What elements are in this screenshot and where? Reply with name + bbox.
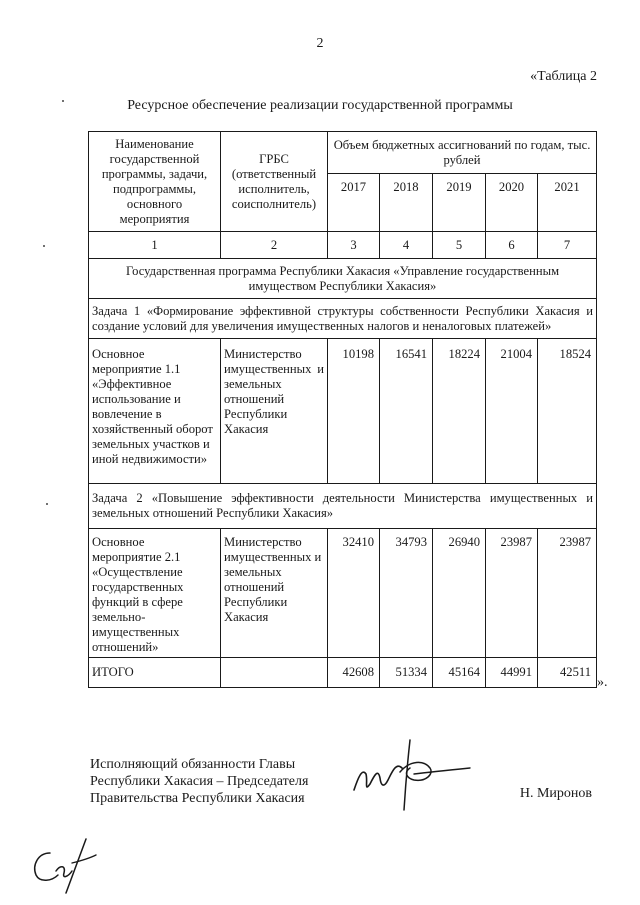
column-number: 4 — [380, 232, 433, 259]
total-value: 51334 — [380, 658, 433, 688]
budget-value: 23987 — [538, 529, 597, 658]
task-title: Задача 2 «Повышение эффективности деятельности Министерства имущественных и земельных отношений Республики Хакасия» — [89, 484, 597, 529]
total-label: ИТОГО — [89, 658, 221, 688]
signatory-name: Н. Миронов — [519, 786, 592, 801]
budget-value: 18224 — [433, 339, 486, 484]
signatory-line: Исполняющий обязанности Главы — [90, 757, 296, 772]
budget-value: 32410 — [328, 529, 380, 658]
activity-executor: Министерство имущественных и земельных отношений Республики Хакасия — [221, 339, 328, 484]
column-number: 5 — [433, 232, 486, 259]
page-number: 2 — [316, 36, 324, 51]
task-title: Задача 1 «Формирование эффективной структуры собственности Республики Хакасия и создание условий для увеличения имущественных налогов и неналоговых платежей» — [89, 299, 597, 339]
budget-value: 16541 — [380, 339, 433, 484]
header-grbs-column: ГРБС (ответственный исполнитель, соисполнитель) — [221, 132, 328, 232]
column-number: 7 — [538, 232, 597, 259]
scan-speck — [46, 503, 48, 505]
header-year: 2021 — [538, 174, 597, 232]
budget-value: 10198 — [328, 339, 380, 484]
budget-value: 18524 — [538, 339, 597, 484]
signatory-line: Республики Хакасия – Председателя — [90, 774, 309, 789]
budget-value: 26940 — [433, 529, 486, 658]
column-number: 3 — [328, 232, 380, 259]
header-year: 2017 — [328, 174, 380, 232]
activity-executor: Министерство имущественных и земельных отношений Республики Хакасия — [221, 529, 328, 658]
header-year: 2019 — [433, 174, 486, 232]
program-title: Государственная программа Республики Хакасия «Управление государственным имуществом Республики Хакасия» — [89, 259, 597, 299]
header-year: 2018 — [380, 174, 433, 232]
resource-table — [88, 131, 597, 688]
scan-speck — [62, 100, 64, 102]
budget-value: 21004 — [486, 339, 538, 484]
signatory-line: Правительства Республики Хакасия — [90, 791, 305, 806]
activity-name: Основное мероприятие 1.1 «Эффективное использование и вовлечение в хозяйственный оборот земельных участков и иной недвижимости» — [89, 339, 221, 484]
header-budget: Объем бюджетных ассигнований по годам, тыс. рублей — [328, 132, 597, 174]
total-value: 42608 — [328, 658, 380, 688]
total-value: 42511 — [538, 658, 597, 688]
header-year: 2020 — [486, 174, 538, 232]
total-executor-empty — [221, 658, 328, 688]
budget-value: 23987 — [486, 529, 538, 658]
closing-quote: ». — [597, 675, 608, 690]
activity-name: Основное мероприятие 2.1 «Осуществление государственных функций в сфере земельно-имущественных отношений» — [89, 529, 221, 658]
initials-mark — [28, 835, 103, 897]
handwritten-signature — [350, 738, 475, 818]
table-caption: Ресурсное обеспечение реализации государственной программы — [127, 98, 513, 113]
column-number: 6 — [486, 232, 538, 259]
total-value: 44991 — [486, 658, 538, 688]
signatory-title — [90, 756, 308, 807]
scan-speck — [43, 245, 45, 247]
total-value: 45164 — [433, 658, 486, 688]
column-number: 1 — [89, 232, 221, 259]
column-number: 2 — [221, 232, 328, 259]
budget-value: 34793 — [380, 529, 433, 658]
table-label: «Таблица 2 — [530, 69, 597, 84]
header-name-column: Наименование государственной программы, задачи, подпрограммы, основного мероприятия — [89, 132, 221, 232]
